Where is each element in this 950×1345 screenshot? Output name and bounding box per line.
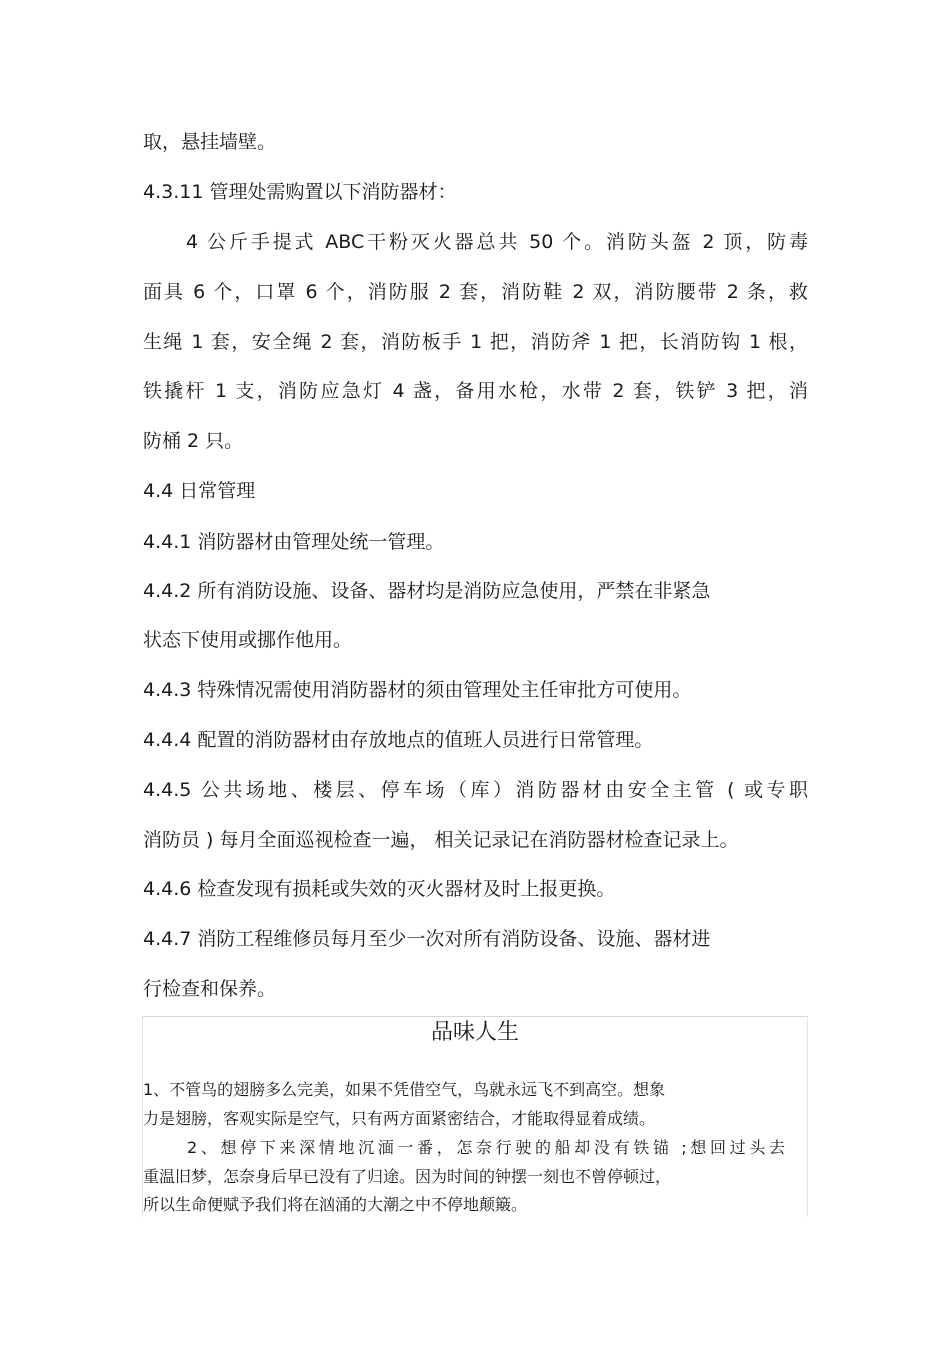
clause-4-4-1: 4.4.1 消防器材由管理处统一管理。 <box>143 531 445 553</box>
box-line: 力是翅膀，客观实际是空气，只有两方面紧密结合，才能取得显着成绩。 <box>143 1109 656 1128</box>
text-line: 防桶 2 只。 <box>143 430 244 452</box>
text-line: 取，悬挂墙壁。 <box>143 131 277 153</box>
box-line: 所以生命便赋予我们将在汹涌的大潮之中不停地颠簸。 <box>143 1195 528 1214</box>
appendix-box <box>142 1016 808 1217</box>
text-line: 状态下使用或挪作他用。 <box>143 629 353 651</box>
clause-4-4-5: 4.4.5 公共场地、楼层、停车场（库）消防器材由安全主管 ( 或专职 <box>143 779 808 801</box>
box-line: 重温旧梦，怎奈身后早已没有了归途。因为时间的钟摆一刻也不曾停顿过， <box>143 1167 672 1186</box>
text-line: 4 公斤手提式 ABC干粉灭火器总共 50 个。消防头盔 2 顶，防毒 <box>186 231 808 253</box>
box-line: 2、想停下来深情地沉湎一番，怎奈行驶的船却没有铁锚 ;想回过头去 <box>187 1138 785 1157</box>
clause-4-4-2: 4.4.2 所有消防设施、设备、器材均是消防应急使用，严禁在非紧急 <box>143 580 711 602</box>
text-line: 行检查和保养。 <box>143 978 277 1000</box>
text-line: 面具 6 个，口罩 6 个，消防服 2 套，消防鞋 2 双，消防腰带 2 条，救 <box>143 281 808 303</box>
clause-4-4-3: 4.4.3 特殊情况需使用消防器材的须由管理处主任审批方可使用。 <box>143 679 692 701</box>
text-line: 消防员 ) 每月全面巡视检查一遍， 相关记录记在消防器材检查记录上。 <box>143 829 739 851</box>
text-line: 铁撬杆 1 支，消防应急灯 4 盏，备用水枪，水带 2 套，铁铲 3 把，消 <box>143 380 808 402</box>
box-title: 品味人生 <box>430 1020 519 1045</box>
clause-4-4-6: 4.4.6 检查发现有损耗或失效的灭火器材及时上报更换。 <box>143 878 616 900</box>
text-line: 生绳 1 套，安全绳 2 套，消防板手 1 把，消防斧 1 把，长消防钩 1 根， <box>143 331 808 353</box>
section-heading-4-3-11: 4.3.11 管理处需购置以下消防器材： <box>143 181 457 203</box>
clause-4-4-7: 4.4.7 消防工程维修员每月至少一次对所有消防设备、设施、器材进 <box>143 928 711 950</box>
clause-4-4-4: 4.4.4 配置的消防器材由存放地点的值班人员进行日常管理。 <box>143 729 654 751</box>
section-heading-4-4: 4.4 日常管理 <box>143 480 256 502</box>
box-line: 1、不管鸟的翅膀多么完美，如果不凭借空气，鸟就永远飞不到高空。想象 <box>143 1080 666 1099</box>
